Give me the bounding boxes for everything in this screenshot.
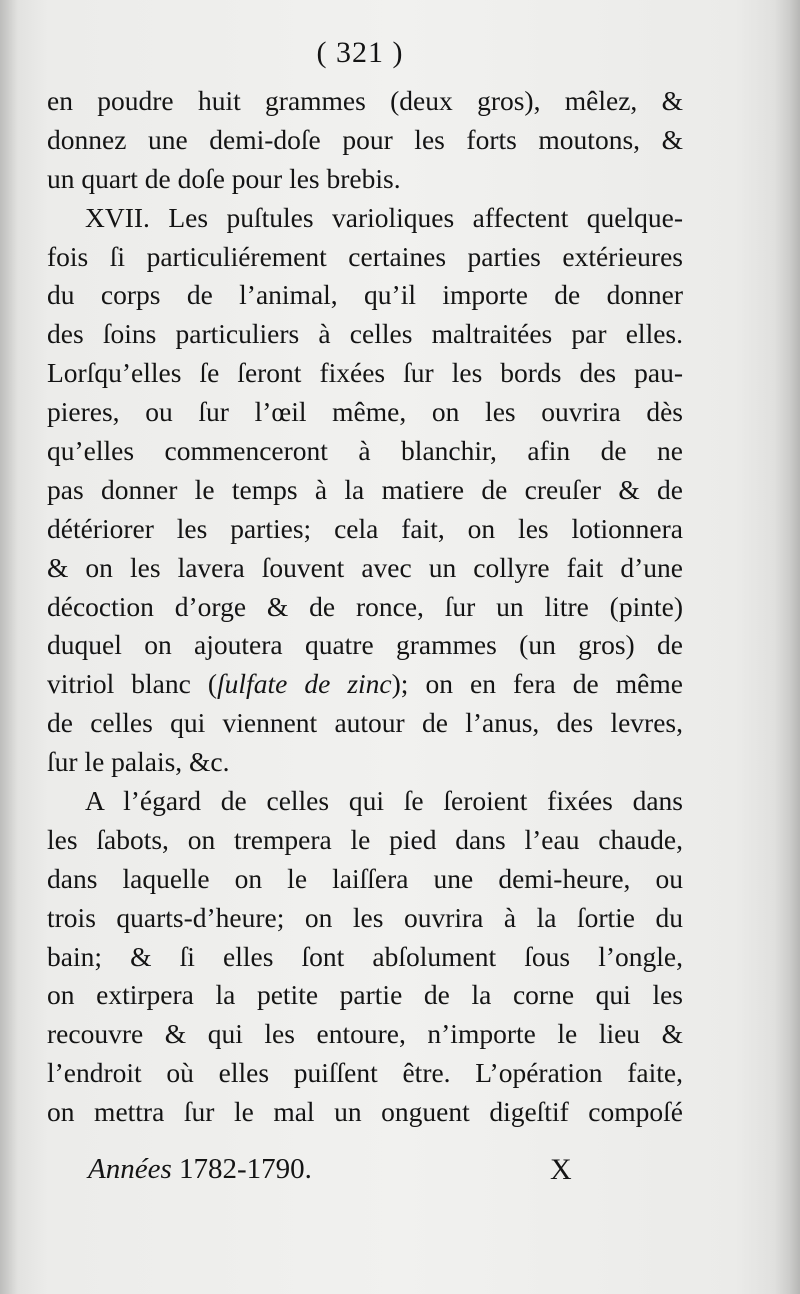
text-line-start: qu’elles commenceront à blanchir, afin de ne xyxy=(47,435,683,467)
text-line-start: ſur le palais, &c. xyxy=(47,746,230,778)
text-line xyxy=(47,1054,683,1093)
page-footer xyxy=(88,1153,588,1193)
text-line-start: on extirpera la petite partie de la corne qui les xyxy=(47,979,683,1011)
running-title xyxy=(88,1153,312,1186)
text-line-start: pieres, ou ſur l’œil même, on les ouvrira dès xyxy=(47,396,683,428)
text-line-start: XVII. Les puſtules varioliques affectent quelque- xyxy=(85,201,683,233)
text-line xyxy=(47,393,683,432)
text-line xyxy=(47,704,683,743)
text-line xyxy=(47,588,683,627)
text-line-start: du corps de l’animal, qu’il importe de donner xyxy=(47,279,683,311)
body-text xyxy=(47,82,683,1132)
text-line xyxy=(47,199,683,238)
text-line-start: Lorſqu’elles ſe ſeront fixées ſur les bords des pau- xyxy=(47,357,683,389)
text-line-start: fois ſi particuliérement certaines parties extérieures xyxy=(47,240,683,272)
text-line-start: des ſoins particuliers à celles maltraitées par elles. xyxy=(47,318,683,350)
text-line-start: en poudre huit grammes (deux gros), mêlez, & xyxy=(47,85,683,116)
text-line xyxy=(47,626,683,665)
text-line-start: vitriol blanc ( xyxy=(47,668,218,700)
text-line xyxy=(47,782,683,821)
text-line xyxy=(47,821,683,860)
text-line xyxy=(47,1015,683,1054)
text-line-start: décoction d’orge & de ronce, ſur un litre (pinte) xyxy=(47,590,683,622)
text-line-start: trois quarts-d’heure; on les ouvrira à la ſortie du xyxy=(47,901,683,933)
text-line-start: recouvre & qui les entoure, n’importe le lieu & xyxy=(47,1018,683,1050)
text-line-end: ); on en fera de même xyxy=(391,668,683,700)
page-left-shadow xyxy=(0,0,18,1294)
text-line xyxy=(47,938,683,977)
text-line-start: donnez une demi-doſe pour les forts moutons, & xyxy=(47,123,683,155)
text-line-start: & on les lavera ſouvent avec un collyre fait d’une xyxy=(47,551,683,583)
text-line-start: on mettra ſur le mal un onguent digeſtif compoſé xyxy=(47,1096,683,1128)
italic-term: ſulfate de zinc xyxy=(217,668,392,700)
text-line xyxy=(47,121,683,160)
text-line-start: pas donner le temps à la matiere de creuſer & de xyxy=(47,473,683,505)
text-line xyxy=(47,743,683,782)
text-line xyxy=(47,976,683,1015)
text-line xyxy=(47,549,683,588)
text-line xyxy=(47,82,683,121)
page-right-shadow xyxy=(774,0,800,1294)
text-line xyxy=(47,665,683,704)
text-line-start: de celles qui viennent autour de l’anus, des levres, xyxy=(47,707,683,739)
text-line xyxy=(47,354,683,393)
text-line-start: duquel on ajoutera quatre grammes (un gros) de xyxy=(47,629,683,661)
text-line-start: dans laquelle on le laiſſera une demi-heure, ou xyxy=(47,862,683,894)
text-line xyxy=(47,432,683,471)
running-title-years: 1782-1790. xyxy=(179,1153,312,1185)
text-line xyxy=(47,238,683,277)
text-line xyxy=(47,471,683,510)
text-line xyxy=(47,276,683,315)
signature-mark: X xyxy=(550,1153,572,1186)
text-line xyxy=(47,315,683,354)
running-title-label: Années xyxy=(88,1153,172,1185)
text-line-start: les ſabots, on trempera le pied dans l’eau chaude, xyxy=(47,823,683,855)
text-line-start: un quart de doſe pour les brebis. xyxy=(47,162,401,194)
text-line-start: A l’égard de celles qui ſe ſeroient fixées dans xyxy=(85,785,683,817)
text-line xyxy=(47,899,683,938)
text-line-start: l’endroit où elles puiſſent être. L’opération faite, xyxy=(47,1057,683,1089)
page-number: ( 321 ) xyxy=(316,36,404,69)
text-line xyxy=(47,160,683,199)
text-line xyxy=(47,510,683,549)
text-line xyxy=(47,1093,683,1132)
text-line-start: détériorer les parties; cela fait, on les lotionnera xyxy=(47,512,683,544)
text-line-start: bain; & ſi elles ſont abſolument ſous l’ongle, xyxy=(47,940,683,972)
text-line xyxy=(47,860,683,899)
